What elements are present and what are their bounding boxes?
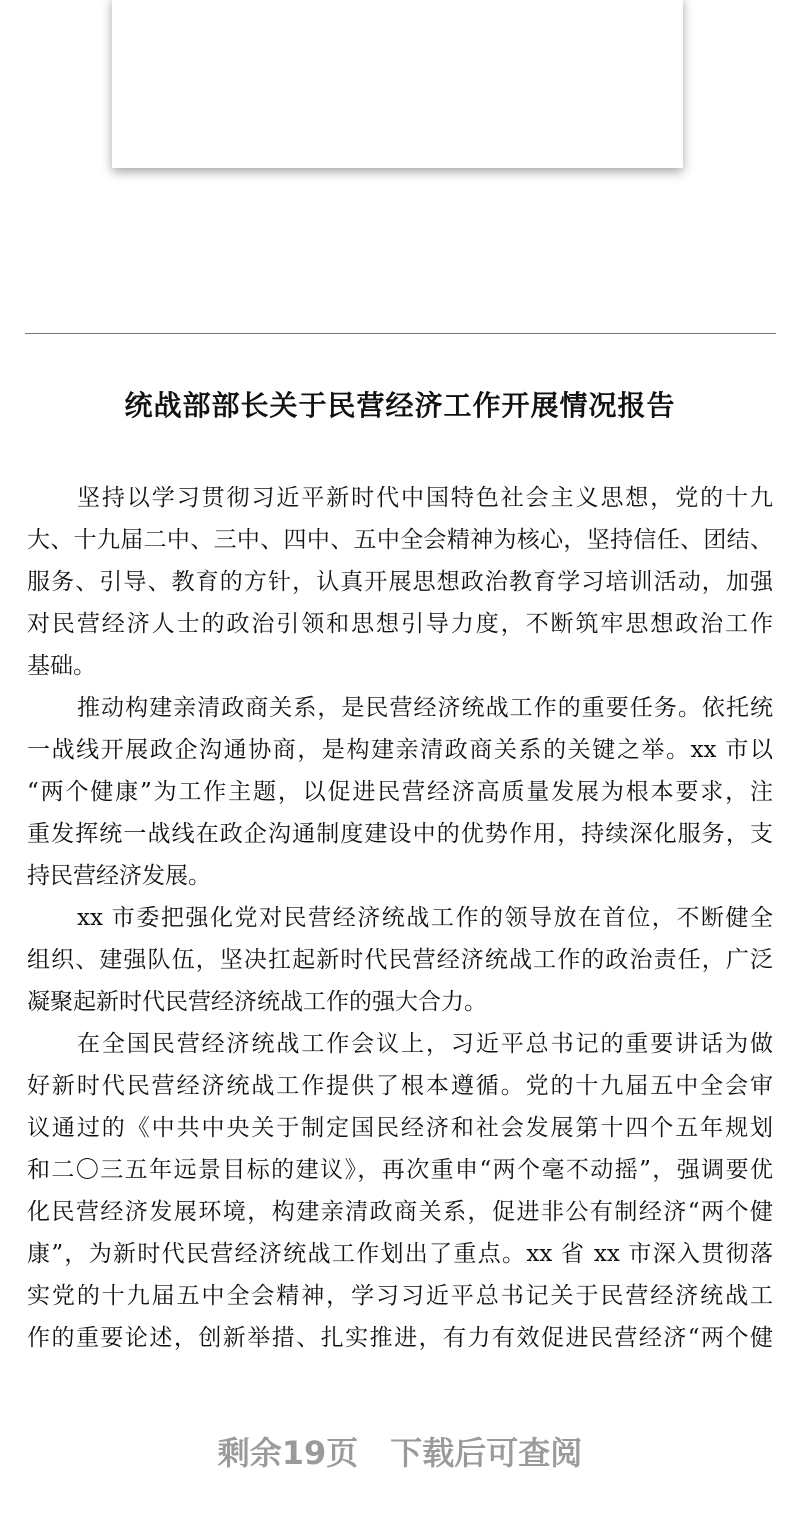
text-line: 坚持以学习贯彻习近平新时代中国特色社会主义思想，党的十九 xyxy=(77,485,773,511)
text-line: 和二〇三五年远景目标的建议》，再次重申“两个毫不动摇”，强调要优 xyxy=(27,1157,773,1183)
text-line: “两个健康”为工作主题，以促进民营经济高质量发展为根本要求，注 xyxy=(27,779,773,805)
text-line: 康”，为新时代民营经济统战工作划出了重点。xx 省 xx 市深入贯彻落 xyxy=(27,1241,773,1267)
previous-page-card xyxy=(112,0,683,168)
text-line: 一战线开展政企沟通协商，是构建亲清政商关系的关键之举。xx 市以 xyxy=(27,737,773,763)
text-line: 持民营经济发展。 xyxy=(27,863,211,889)
text-line: 基础。 xyxy=(27,653,96,679)
text-line: 大、十九届二中、三中、四中、五中全会精神为核心，坚持信任、团结、 xyxy=(27,527,773,553)
paragraph xyxy=(27,900,773,1026)
text-line: 服务、引导、教育的方针，认真开展思想政治教育学习培训活动，加强 xyxy=(27,569,773,595)
text-line: 重发挥统一战线在政企沟通制度建设中的优势作用，持续深化服务，支 xyxy=(27,821,773,847)
text-line: 作的重要论述，创新举措、扎实推进，有力有效促进民营经济“两个健 xyxy=(27,1325,773,1351)
text-line: 化民营经济发展环境，构建亲清政商关系，促进非公有制经济“两个健 xyxy=(27,1199,773,1225)
document-title: 统战部部长关于民营经济工作开展情况报告 xyxy=(124,389,676,422)
text-line: 对民营经济人士的政治引领和思想引导力度，不断筑牢思想政治工作 xyxy=(27,611,773,637)
document-body xyxy=(27,480,773,1362)
text-line: 在全国民营经济统战工作会议上，习近平总书记的重要讲话为做 xyxy=(77,1031,773,1057)
text-line: 推动构建亲清政商关系，是民营经济统战工作的重要任务。依托统 xyxy=(77,695,773,721)
text-line: 凝聚起新时代民营经济统战工作的强大合力。 xyxy=(27,989,487,1015)
text-line: 实党的十九届五中全会精神，学习习近平总书记关于民营经济统战工 xyxy=(27,1283,773,1309)
paragraph xyxy=(27,690,773,900)
text-line: xx 市委把强化党对民营经济统战工作的领导放在首位，不断健全 xyxy=(77,905,773,931)
page-divider xyxy=(25,333,776,334)
paragraph xyxy=(27,480,773,690)
text-line: 组织、建强队伍，坚决扛起新时代民营经济统战工作的政治责任，广泛 xyxy=(27,947,773,973)
paragraph xyxy=(27,1026,773,1362)
download-to-view-remaining-button[interactable]: 剩余19页 下载后可查阅 xyxy=(217,1434,583,1472)
text-line: 好新时代民营经济统战工作提供了根本遵循。党的十九届五中全会审 xyxy=(27,1073,773,1099)
text-line: 议通过的《中共中央关于制定国民经济和社会发展第十四个五年规划 xyxy=(27,1115,773,1141)
